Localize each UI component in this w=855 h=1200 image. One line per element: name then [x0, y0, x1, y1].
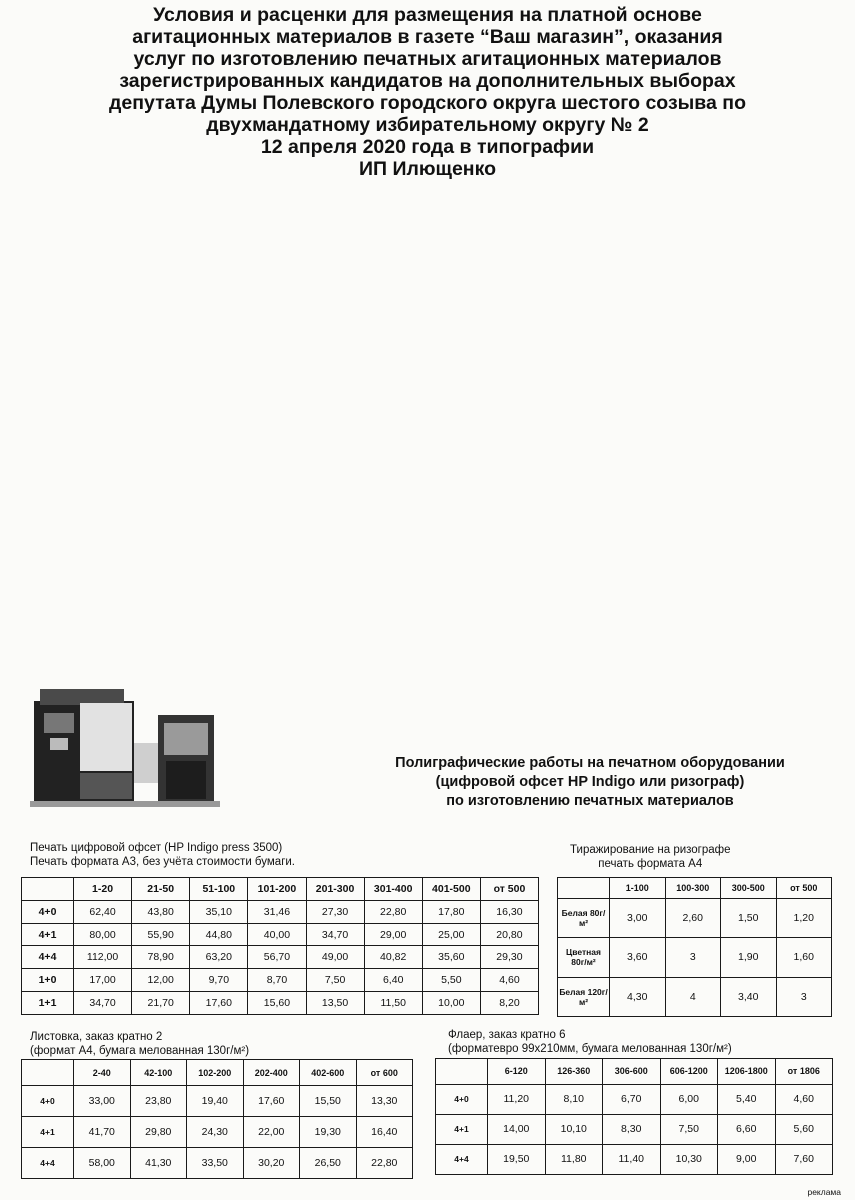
title-line: ИП Илющенко	[359, 158, 496, 180]
row-label: Белая 120г/м²	[558, 977, 610, 1016]
table-cell: 44,80	[190, 923, 248, 946]
table-cell: 24,30	[187, 1117, 244, 1148]
table-cell: 26,50	[300, 1148, 357, 1179]
header-cell: 301-400	[364, 878, 422, 901]
table-cell: 20,80	[480, 923, 538, 946]
table-cell: 78,90	[132, 946, 190, 969]
table-cell: 5,50	[422, 969, 480, 992]
table-cell: 40,00	[248, 923, 306, 946]
table-cell: 2,60	[665, 898, 721, 937]
table-row	[22, 900, 539, 923]
table-cell: 7,60	[775, 1144, 833, 1174]
table-row	[436, 1084, 833, 1114]
table-cell: 29,30	[480, 946, 538, 969]
table-row	[558, 938, 832, 977]
table-cell: 6,60	[718, 1114, 776, 1144]
table-cell: 29,80	[130, 1117, 187, 1148]
table-row	[22, 992, 539, 1015]
row-label: Белая 80г/м²	[558, 898, 610, 937]
row-label: 4+0	[436, 1084, 488, 1114]
table-cell: 19,40	[187, 1086, 244, 1117]
title-line: агитационных материалов в газете “Ваш магазин”, оказания	[132, 26, 723, 48]
header-cell: 126-360	[545, 1059, 603, 1085]
table-cell: 9,00	[718, 1144, 776, 1174]
header-cell: 1-100	[610, 878, 666, 899]
polygraphy-heading-line: Полиграфические работы на печатном оборудовании	[395, 755, 785, 771]
header-cell	[22, 1060, 74, 1086]
row-label: 4+1	[22, 923, 74, 946]
table-cell: 35,10	[190, 900, 248, 923]
table-cell: 30,20	[243, 1148, 300, 1179]
table-cell: 16,30	[480, 900, 538, 923]
table-cell: 3	[776, 977, 832, 1016]
table-cell: 17,80	[422, 900, 480, 923]
table-row	[436, 1144, 833, 1174]
table-cell: 17,00	[74, 969, 132, 992]
table-cell: 1,90	[721, 938, 777, 977]
table-cell: 41,30	[130, 1148, 187, 1179]
table-cell: 22,80	[356, 1148, 413, 1179]
header-cell: от 1806	[775, 1059, 833, 1085]
title-line: двухмандатному избирательному округу № 2	[206, 114, 649, 136]
table-cell: 17,60	[243, 1086, 300, 1117]
table-cell: 1,50	[721, 898, 777, 937]
title-line: депутата Думы Полевского городского округа шестого созыва по	[109, 92, 746, 114]
table-cell: 14,00	[488, 1114, 546, 1144]
table-cell: 7,50	[306, 969, 364, 992]
header-cell: от 600	[356, 1060, 413, 1086]
table-cell: 34,70	[306, 923, 364, 946]
flyer-price-table	[435, 1058, 833, 1175]
table-cell: 4,60	[775, 1084, 833, 1114]
table-cell: 43,80	[132, 900, 190, 923]
header-cell: 606-1200	[660, 1059, 718, 1085]
table-cell: 80,00	[74, 923, 132, 946]
title-line: услуг по изготовлению печатных агитационных материалов	[133, 48, 722, 70]
table-cell: 63,20	[190, 946, 248, 969]
table-cell: 19,30	[300, 1117, 357, 1148]
table-cell: 8,30	[603, 1114, 661, 1144]
header-cell: 202-400	[243, 1060, 300, 1086]
table-row	[22, 969, 539, 992]
row-label: 4+0	[22, 900, 74, 923]
caption-line: печать формата А4	[598, 858, 703, 870]
row-label: Цветная 80г/м²	[558, 938, 610, 977]
a3-price-table	[21, 877, 539, 1015]
row-label: 4+4	[22, 1148, 74, 1179]
table-cell: 13,30	[356, 1086, 413, 1117]
table-row	[22, 923, 539, 946]
header-cell	[558, 878, 610, 899]
caption-line: (форматевро 99х210мм, бумага мелованная 130г/м²)	[448, 1043, 732, 1055]
table-cell: 5,60	[775, 1114, 833, 1144]
table-row	[558, 977, 832, 1016]
row-label: 4+4	[436, 1144, 488, 1174]
advertising-mark: реклама	[807, 1187, 841, 1197]
table-cell: 35,60	[422, 946, 480, 969]
leaflet-caption	[30, 1030, 249, 1058]
table-cell: 17,60	[190, 992, 248, 1015]
row-label: 4+1	[22, 1117, 74, 1148]
table-row	[22, 1148, 413, 1179]
table-cell: 49,00	[306, 946, 364, 969]
table-cell: 4,30	[610, 977, 666, 1016]
table-cell: 15,60	[248, 992, 306, 1015]
table-cell: 27,30	[306, 900, 364, 923]
table-header-row	[22, 878, 539, 901]
table-cell: 12,00	[132, 969, 190, 992]
table-cell: 31,46	[248, 900, 306, 923]
table-cell: 10,00	[422, 992, 480, 1015]
table-cell: 22,80	[364, 900, 422, 923]
title-line: зарегистрированных кандидатов на дополнительных выборах	[119, 70, 736, 92]
polygraphy-heading-line: (цифровой офсет HP Indigo или ризограф)	[435, 774, 745, 790]
table-cell: 16,40	[356, 1117, 413, 1148]
table-cell: 4	[665, 977, 721, 1016]
table-cell: 6,70	[603, 1084, 661, 1114]
table-cell: 11,80	[545, 1144, 603, 1174]
header-cell: 42-100	[130, 1060, 187, 1086]
a3-caption	[30, 841, 295, 869]
table-cell: 4,60	[480, 969, 538, 992]
table-cell: 13,50	[306, 992, 364, 1015]
header-cell: от 500	[480, 878, 538, 901]
printing-machine-photo	[30, 683, 220, 813]
header-cell: 101-200	[248, 878, 306, 901]
title-line: 12 апреля 2020 года в типографии	[260, 136, 595, 158]
table-cell: 3,60	[610, 938, 666, 977]
caption-line: Флаер, заказ кратно 6	[448, 1029, 566, 1041]
table-cell: 62,40	[74, 900, 132, 923]
table-cell: 41,70	[74, 1117, 131, 1148]
table-cell: 21,70	[132, 992, 190, 1015]
header-cell: 1-20	[74, 878, 132, 901]
header-cell: 300-500	[721, 878, 777, 899]
caption-line: Листовка, заказ кратно 2	[30, 1031, 163, 1043]
title-line: Условия и расценки для размещения на платной основе	[153, 4, 702, 26]
table-header-row	[558, 878, 832, 899]
table-cell: 5,40	[718, 1084, 776, 1114]
polygraphy-heading-line: по изготовлению печатных материалов	[446, 793, 734, 809]
header-cell: 1206-1800	[718, 1059, 776, 1085]
header-cell: 201-300	[306, 878, 364, 901]
table-cell: 40,82	[364, 946, 422, 969]
table-cell: 58,00	[74, 1148, 131, 1179]
table-cell: 8,10	[545, 1084, 603, 1114]
table-row	[22, 946, 539, 969]
table-cell: 10,10	[545, 1114, 603, 1144]
table-cell: 3,00	[610, 898, 666, 937]
table-cell: 55,90	[132, 923, 190, 946]
table-cell: 8,70	[248, 969, 306, 992]
table-cell: 33,50	[187, 1148, 244, 1179]
table-cell: 1,20	[776, 898, 832, 937]
table-cell: 25,00	[422, 923, 480, 946]
table-cell: 10,30	[660, 1144, 718, 1174]
header-cell: 402-600	[300, 1060, 357, 1086]
table-cell: 6,00	[660, 1084, 718, 1114]
table-cell: 15,50	[300, 1086, 357, 1117]
row-label: 4+0	[22, 1086, 74, 1117]
table-cell: 3	[665, 938, 721, 977]
table-cell: 11,20	[488, 1084, 546, 1114]
table-cell: 29,00	[364, 923, 422, 946]
header-cell: 306-600	[603, 1059, 661, 1085]
table-cell: 1,60	[776, 938, 832, 977]
polygraphy-heading	[330, 754, 850, 811]
table-cell: 11,40	[603, 1144, 661, 1174]
header-cell: 100-300	[665, 878, 721, 899]
header-cell: 2-40	[74, 1060, 131, 1086]
riso-caption	[570, 843, 731, 871]
table-cell: 3,40	[721, 977, 777, 1016]
caption-line: Печать цифровой офсет (HP Indigo press 3500)	[30, 842, 283, 854]
header-cell: 51-100	[190, 878, 248, 901]
table-cell: 9,70	[190, 969, 248, 992]
table-cell: 56,70	[248, 946, 306, 969]
table-row	[22, 1117, 413, 1148]
table-cell: 112,00	[74, 946, 132, 969]
header-cell: 21-50	[132, 878, 190, 901]
row-label: 1+1	[22, 992, 74, 1015]
table-cell: 7,50	[660, 1114, 718, 1144]
table-cell: 23,80	[130, 1086, 187, 1117]
header-cell: 102-200	[187, 1060, 244, 1086]
flyer-caption	[448, 1028, 732, 1056]
header-cell	[436, 1059, 488, 1085]
header-cell: 6-120	[488, 1059, 546, 1085]
row-label: 4+1	[436, 1114, 488, 1144]
row-label: 4+4	[22, 946, 74, 969]
table-cell: 11,50	[364, 992, 422, 1015]
header-cell: от 500	[776, 878, 832, 899]
table-cell: 34,70	[74, 992, 132, 1015]
table-header-row	[22, 1060, 413, 1086]
table-cell: 33,00	[74, 1086, 131, 1117]
header-cell	[22, 878, 74, 901]
caption-line: Тиражирование на ризографе	[570, 844, 731, 856]
caption-line: (формат А4, бумага мелованная 130г/м²)	[30, 1045, 250, 1057]
table-header-row	[436, 1059, 833, 1085]
riso-price-table	[557, 877, 832, 1017]
caption-line: Печать формата А3, без учёта стоимости бумаги.	[30, 856, 296, 868]
table-row	[436, 1114, 833, 1144]
table-cell: 6,40	[364, 969, 422, 992]
table-row	[558, 898, 832, 937]
table-row	[22, 1086, 413, 1117]
table-cell: 19,50	[488, 1144, 546, 1174]
leaflet-price-table	[21, 1059, 413, 1179]
header-cell: 401-500	[422, 878, 480, 901]
row-label: 1+0	[22, 969, 74, 992]
table-cell: 22,00	[243, 1117, 300, 1148]
ad-title	[0, 4, 855, 180]
table-cell: 8,20	[480, 992, 538, 1015]
